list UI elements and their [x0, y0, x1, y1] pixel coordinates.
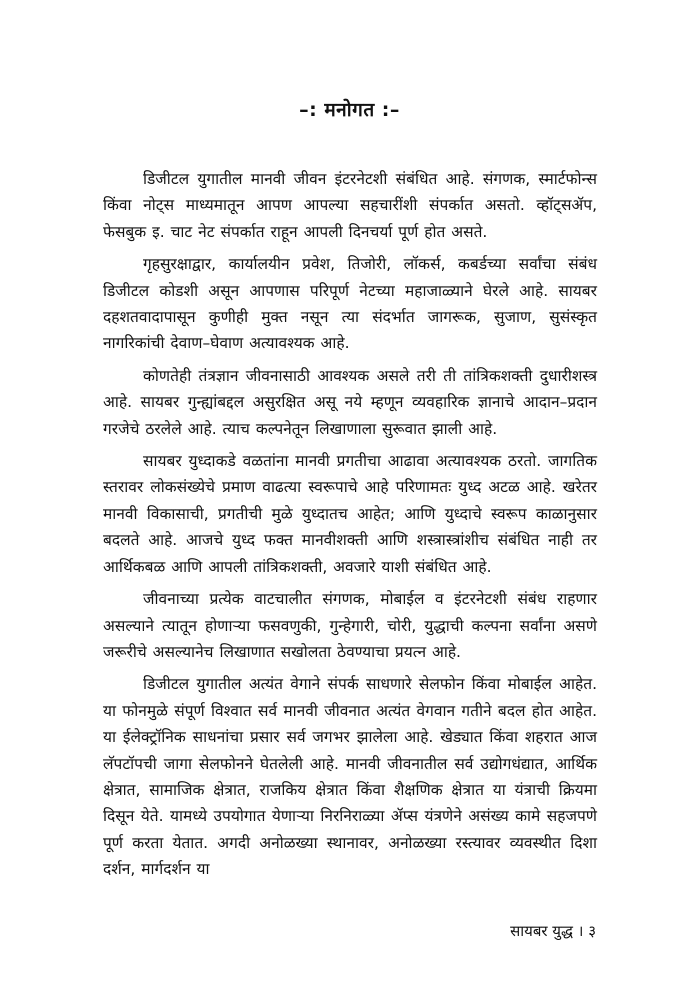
paragraph-6: डिजीटल युगातील अत्यंत वेगाने संपर्क साधणारे सेलफोन किंवा मोबाईल आहेत. या फोनमुळे संपूर्ण विश्वात सर्व मानवी जीवनात अत्यंत वेगवान गतीने बदल होत आहेत. या ईलेक्ट्रॉनिक साधनांचा प्रसार सर्व जगभर झालेला आहे. खेड्यात किंवा शहरात आज लॅपटॉपची जागा सेलफोनने घेतलेली आहे. मानवी जीवनातील सर्व उद्योगधंद्यात, आर्थिक क्षेत्रात, सामाजिक क्षेत्रात, राजकिय क्षेत्रात किंवा शैक्षणिक क्षेत्रात या यंत्राची क्रियमा दिसून येते. यामध्ये उपयोगात येणाऱ्या निरनिराळ्या ॲप्स यंत्रणेने असंख्य कामे सहजपणे पूर्ण करता येतात. अगदी अनोळख्या स्थानावर, अनोळख्या रस्त्यावर व्यवस्थीत दिशा दर्शन, मार्गदर्शन या — [103, 675, 597, 879]
paragraph-5: जीवनाच्या प्रत्येक वाटचालीत संगणक, मोबाईल व इंटरनेटशी संबंध राहणार असल्याने त्यातून होणाऱ्या फसवणुकी, गुन्हेगारी, चोरी, युद्धाची कल्पना सर्वांना असणे जरूरीचे असल्यानेच लिखाणात सखोलता ठेवण्याचा प्रयत्न आहे. — [103, 590, 597, 661]
paragraph-1: डिजीटल युगातील मानवी जीवन इंटरनेटशी संबंधित आहे. संगणक, स्मार्टफोन्स किंवा नोट्स माध्यमातून आपण आपल्या सहचारींशी संपर्कात असतो. व्हॉट्सॲप, फेसबुक इ. चाट नेट संपर्कात राहून आपली दिनचर्या पूर्ण होत असते. — [103, 170, 597, 241]
body-text — [103, 166, 597, 889]
paragraph-3: कोणतेही तंत्रज्ञान जीवनासाठी आवश्यक असले तरी ती तांत्रिकशक्ती दुधारीशस्त्र आहे. सायबर गुन्ह्यांबद्दल असुरक्षित असू नये म्हणून व्यवहारिक ज्ञानाचे आदान–प्रदान गरजेचे ठरलेले आहे. त्याच कल्पनेतून लिखाणाला सुरूवात झाली आहे. — [103, 366, 597, 438]
page-footer: सायबर युद्ध । ३ — [510, 922, 596, 940]
paragraph-4: सायबर युध्दाकडे वळतांना मानवी प्रगतीचा आढावा अत्यावश्यक ठरतो. जागतिक स्तरावर लोकसंख्येचे प्रमाण वाढत्या स्वरूपाचे आहे परिणामतः युध्द अटळ आहे. खरेतर मानवी विकासाची, प्रगतीची मुळे युध्दातच आहेत; आणि युध्दाचे स्वरूप काळानुसार बदलते आहे. आजचे युध्द फक्त मानवीशक्ती आणि शस्त्रास्त्रांशीच संबंधित नाही तर आर्थिकबळ आणि आपली तांत्रिकशक्ती, अवजारे याशी संबंधित आहे. — [103, 452, 597, 576]
paragraph-2: गृहसुरक्षाद्वार, कार्यालयीन प्रवेश, तिजोरी, लॉकर्स, कबर्डच्या सर्वांचा संबंध डिजीटल कोडशी असून आपणास परिपूर्ण नेटच्या महाजाळ्याने घेरले आहे. सायबर दहशतवादापासून कुणीही मुक्त नसून त्या संदर्भात जागरूक, सुजाण, सुसंस्कृत नागरिकांची देवाण–घेवाण अत्यावश्यक आहे. — [103, 255, 597, 353]
page-title: –: मनोगत :– — [299, 99, 400, 121]
